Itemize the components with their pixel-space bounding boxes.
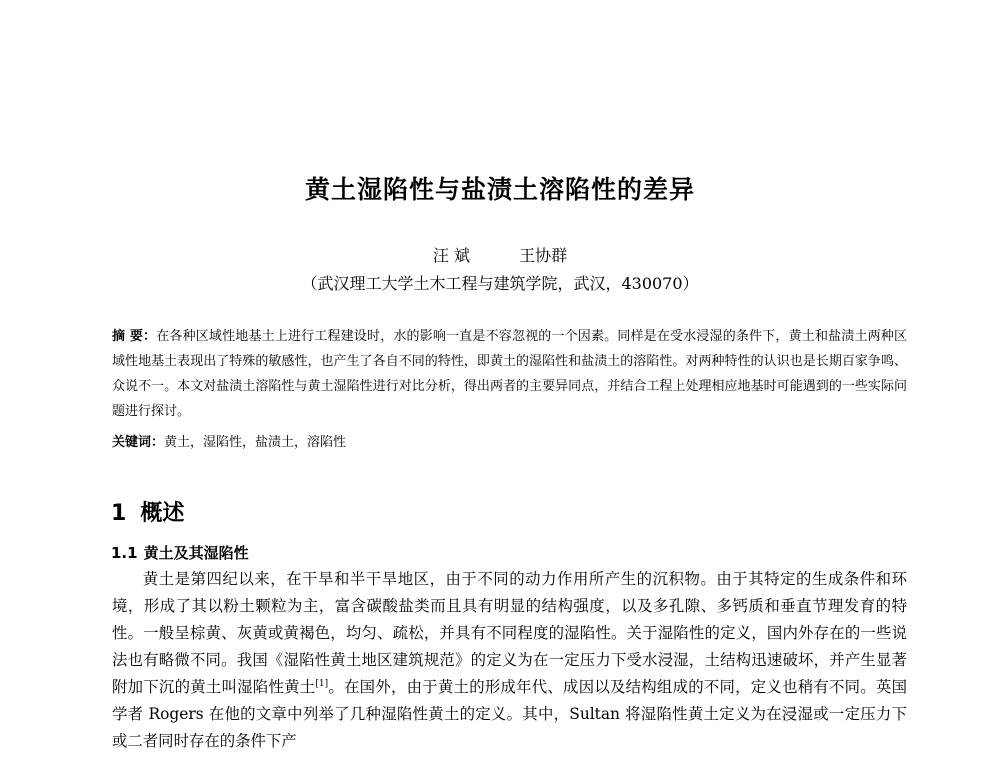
abstract bbox=[112, 324, 907, 424]
author-name: 汪 斌 bbox=[432, 246, 470, 265]
body-text: 。在国外，由于黄土的形成年代、成因以及结构组成的不同，定义也稍有不同。英国学者 Rogers 在他的文章中列举了几种湿陷性黄土的定义。其中，Sultan 将湿陷性黄土定义为在浸湿或一定压力下或二者同时存在的条件下产 bbox=[112, 678, 907, 750]
affiliation: （武汉理工大学土木工程与建筑学院，武汉，430070） bbox=[301, 274, 699, 293]
author-list bbox=[0, 243, 1000, 266]
paper-title: 黄土湿陷性与盐渍土溶陷性的差异 bbox=[304, 175, 695, 204]
keywords bbox=[112, 432, 907, 454]
citation-ref[interactable]: [1] bbox=[315, 678, 329, 689]
abstract-text: 在各种区域性地基土上进行工程建设时，水的影响一直是不容忽视的一个因素。同样是在受水浸湿的条件下，黄土和盐渍土两种区域性地基土表现出了特殊的敏感性，也产生了各自不同的特性，即黄土的湿陷性和盐渍土的溶陷性。对两种特性的认识也是长期百家争鸣、众说不一。本文对盐渍土溶陷性与黄土湿陷性进行对比分析，得出两者的主要异同点，并结合工程上处理相应地基时可能遇到的一些实际问题进行探讨。 bbox=[112, 329, 907, 419]
author-name: 王协群 bbox=[519, 246, 568, 265]
subsection-number: 1.1 bbox=[111, 544, 138, 562]
section-heading bbox=[111, 496, 184, 527]
subsection-heading bbox=[111, 542, 249, 563]
subsection-title: 黄土及其湿陷性 bbox=[143, 544, 249, 562]
keywords-label: 关键词： bbox=[112, 435, 165, 450]
body-paragraph bbox=[112, 566, 907, 755]
section-number: 1 bbox=[111, 501, 127, 526]
section-title: 概述 bbox=[140, 501, 185, 526]
abstract-label: 摘 要： bbox=[112, 329, 157, 344]
body-text: 黄土是第四纪以来，在干旱和半干旱地区，由于不同的动力作用所产生的沉积物。由于其特定的生成条件和环境，形成了其以粉土颗粒为主，富含碳酸盐类而且具有明显的结构强度，以及多孔隙、多钙质和垂直节理发育的特性。一般呈棕黄、灰黄或黄褐色，均匀、疏松，并具有不同程度的湿陷性。关于湿陷性的定义，国内外存在的一些说法也有略微不同。我国《湿陷性黄土地区建筑规范》的定义为在一定压力下受水浸湿，土结构迅速破坏，并产生显著附加下沉的黄土叫湿陷性黄土 bbox=[112, 570, 907, 696]
keywords-text: 黄土，湿陷性，盐渍土，溶陷性 bbox=[164, 435, 347, 450]
